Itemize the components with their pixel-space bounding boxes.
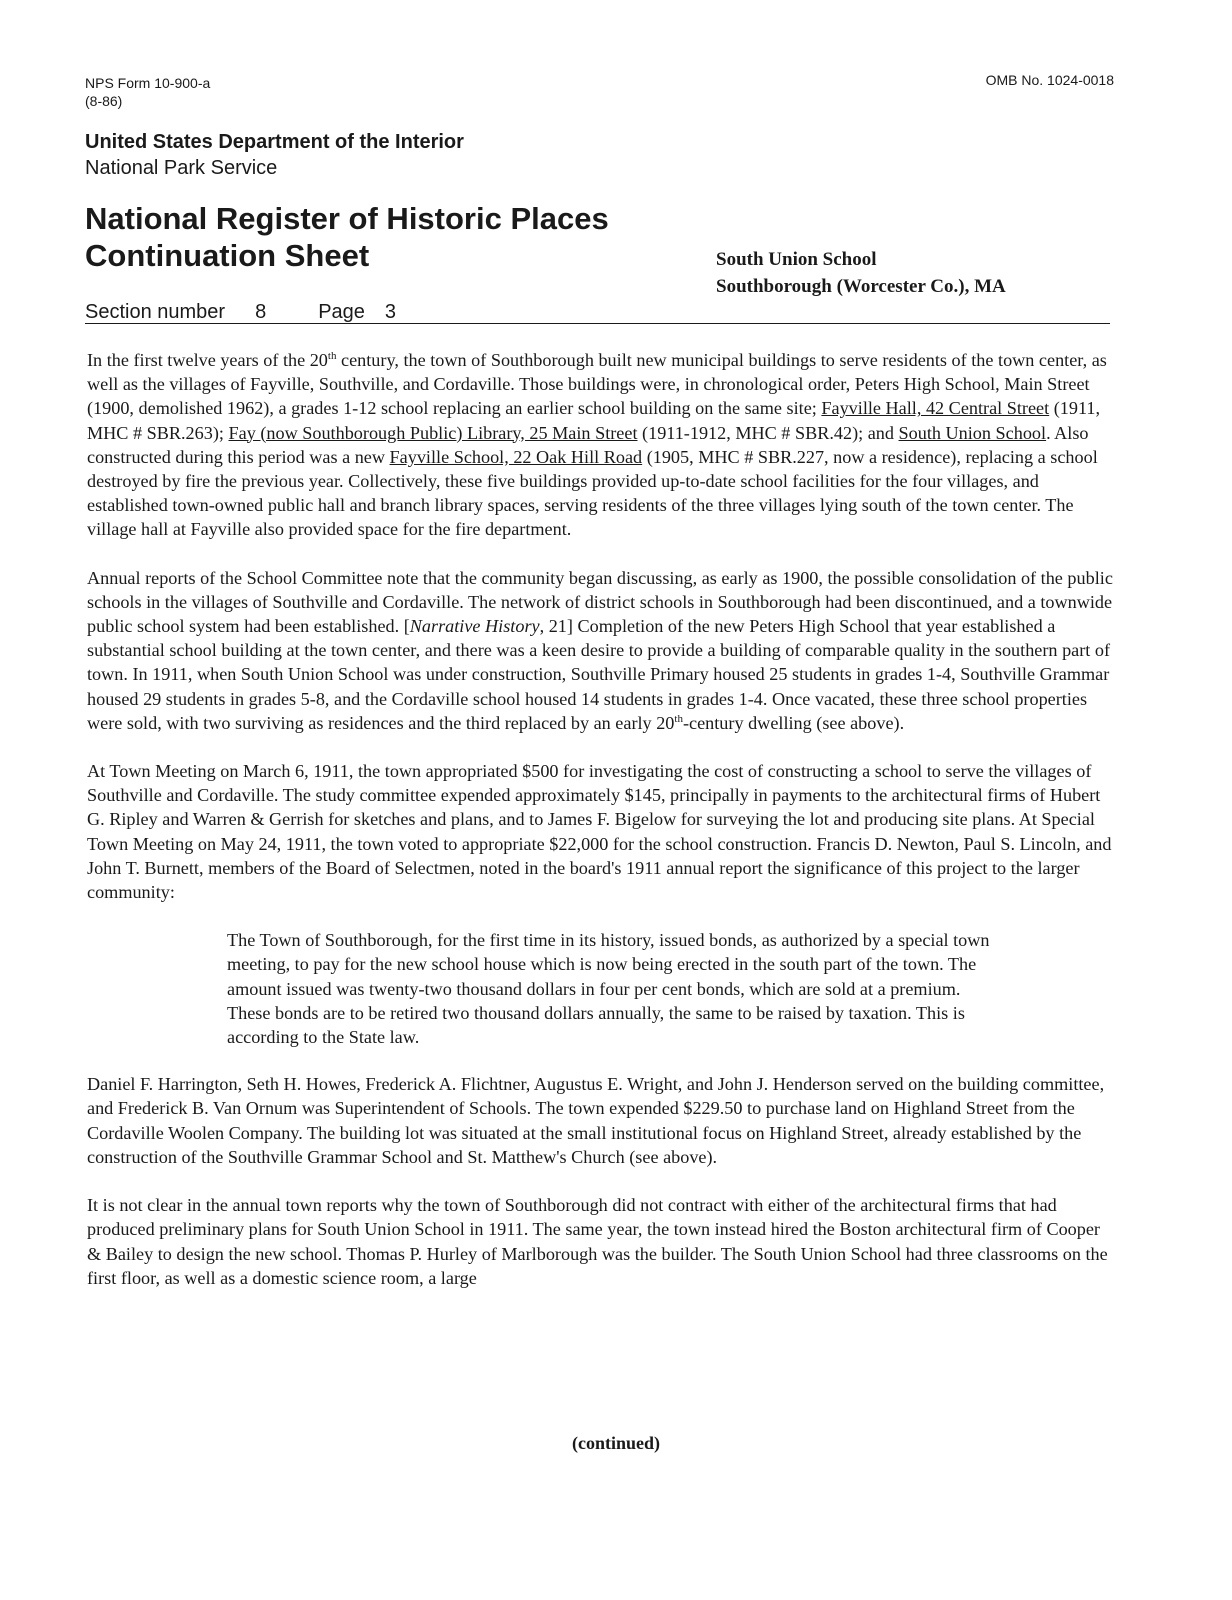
- page-title: [85, 200, 609, 274]
- link-fay-library: Fay (now Southborough Public) Library, 25 Main Street: [228, 422, 638, 443]
- body-text: [87, 348, 1117, 1314]
- department-name: United States Department of the Interior: [85, 131, 464, 153]
- link-fayville-school: Fayville School, 22 Oak Hill Road: [389, 446, 643, 467]
- citation: Narrative History: [409, 616, 540, 637]
- omb-number: OMB No. 1024-0018: [985, 72, 1114, 88]
- title-line-1: National Register of Historic Places: [85, 201, 609, 236]
- agency-name: National Park Service: [85, 157, 278, 179]
- paragraph-1: In the first twelve years of the 20th century, the town of Southborough built new municipal buildings to serve residents of the town center, as well as the villages of Fayville, Southville, and Cordaville. Those buildings were, in chronological order, Peters High School, Main Street (1900, demolished 1962), a grades 1-12 school replacing an earlier school building on the same site; Fayville Hall, 42 Central Street (1911, MHC # SBR.263); Fay (now Southborough Public) Library, 25 Main Street (1911-1912, MHC # SBR.42); and South Union School. Also constructed during this period was a new Fayville School, 22 Oak Hill Road (1905, MHC # SBR.227, now a residence), replacing a school destroyed by fire the previous year. Collectively, these five buildings provided up-to-date school facilities for the four villages, and established town-owned public hall and branch library spaces, serving residents of the three villages lying south of the town center. The village hall at Fayville also provided space for the fire department.: [87, 350, 1107, 540]
- block-quote: The Town of Southborough, for the first time in its history, issued bonds, as authorized by a special town meeting, to pay for the new school house which is now being erected in the south part of the town. The amount issued was twenty-two thousand dollars in four per cent bonds, which are sold at a premium. These bonds are to be retired two thousand dollars annually, the same to be raised by taxation. This is according to the State law.: [227, 930, 990, 1048]
- paragraph-5: It is not clear in the annual town reports why the town of Southborough did not contract with either of the architectural firms that had produced preliminary plans for South Union School in 1911. The same year, the town instead hired the Boston architectural firm of Cooper & Bailey to design the new school. Thomas P. Hurley of Marlborough was the builder. The South Union School had three classrooms on the first floor, as well as a domestic science room, a large: [87, 1195, 1108, 1288]
- property-location: Southborough (Worcester Co.), MA: [716, 276, 1006, 297]
- link-fayville-hall: Fayville Hall, 42 Central Street: [821, 398, 1050, 419]
- page-label: Page: [318, 301, 365, 323]
- paragraph-4: Daniel F. Harrington, Seth H. Howes, Frederick A. Flichtner, Augustus E. Wright, and John J. Henderson served on the building committee, and Frederick B. Van Ornum was Superintendent of Schools. The town expended $229.50 to purchase land on Highland Street from the Cordaville Woolen Company. The building lot was situated at the small institutional focus on Highland Street, already established by the construction of the Southville Grammar School and St. Matthew's Church (see above).: [87, 1074, 1105, 1167]
- department-block: [85, 129, 464, 181]
- title-line-2: Continuation Sheet: [85, 238, 370, 273]
- page-value: 3: [384, 301, 397, 323]
- section-page-line: [85, 301, 396, 324]
- section-value: 8: [255, 301, 267, 323]
- paragraph-3: At Town Meeting on March 6, 1911, the town appropriated $500 for investigating the cost of constructing a school to serve the villages of Southville and Cordaville. The study committee expended approximately $145, principally in payments to the architectural firms of Hubert G. Ripley and Warren & Gerrish for sketches and plans, and to James F. Bigelow for surveying the lot and producing site plans. At Special Town Meeting on May 24, 1911, the town voted to appropriate $22,000 for the school construction. Francis D. Newton, Paul S. Lincoln, and John T. Burnett, members of the Board of Selectmen, noted in the board's 1911 annual report the significance of this project to the larger community:: [87, 761, 1112, 903]
- continued-label: (continued): [571, 1433, 660, 1453]
- form-identifier: [85, 74, 210, 110]
- property-name: South Union School: [716, 249, 877, 270]
- form-date: (8-86): [85, 93, 123, 109]
- paragraph-2: Annual reports of the School Committee note that the community began discussing, as early as 1900, the possible consolidation of the public schools in the villages of Southville and Cordaville. The network of district schools in Southborough had been discontinued, and a townwide public school system had been established. [Narrative History, 21] Completion of the new Peters High School that year established a substantial school building at the town center, and there was a keen desire to provide a building of comparable quality in the southern part of town. In 1911, when South Union School was under construction, Southville Primary housed 25 students in grades 1-4, Southville Grammar housed 29 students in grades 5-8, and the Cordaville school housed 14 students in grades 1-4. Once vacated, these three school properties were sold, with two surviving as residences and the third replaced by an early 20th-century dwelling (see above).: [87, 567, 1113, 733]
- property-block: [716, 246, 1006, 300]
- link-south-union-school: South Union School: [898, 422, 1047, 443]
- section-label: Section number: [85, 301, 226, 323]
- form-number: NPS Form 10-900-a: [85, 75, 211, 91]
- header-rule: [85, 323, 1110, 324]
